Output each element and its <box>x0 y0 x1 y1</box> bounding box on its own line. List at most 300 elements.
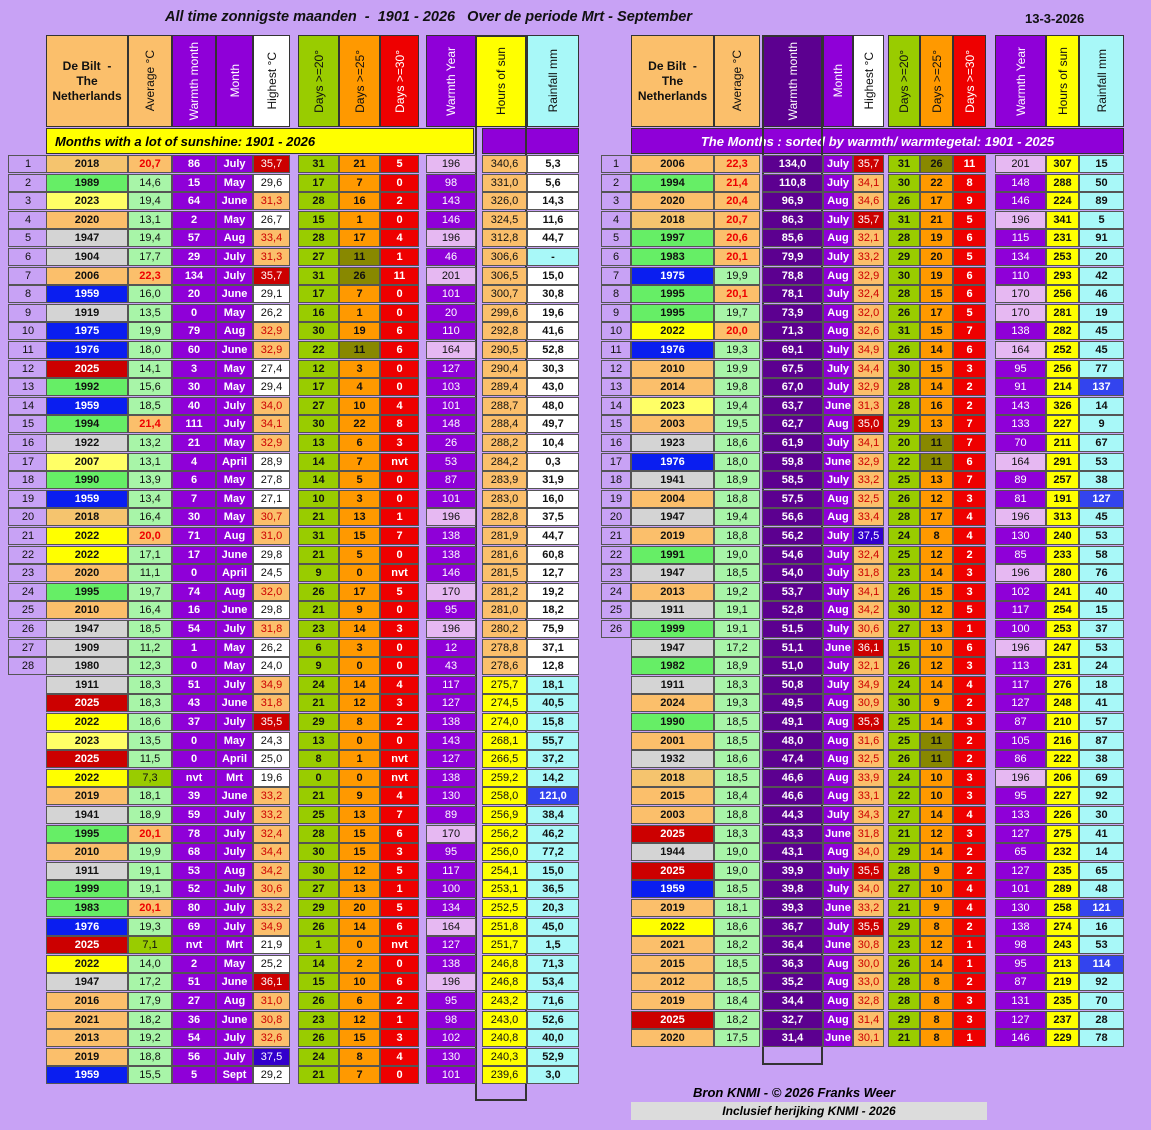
rain-cell: 92 <box>1079 973 1124 991</box>
warmth-year-cell: 143 <box>426 192 476 210</box>
sun-cell: 276 <box>1046 676 1079 694</box>
sun-cell: 235 <box>1046 992 1079 1010</box>
days20-cell: 17 <box>298 174 339 192</box>
days30-cell: 1 <box>380 880 419 898</box>
year-cell: 1990 <box>46 471 128 489</box>
days20-cell: 30 <box>298 415 339 433</box>
days20-cell: 29 <box>888 918 920 936</box>
days30-cell: 3 <box>953 992 986 1010</box>
right-header-cell <box>1079 35 1124 127</box>
month-cell: Aug <box>823 732 853 750</box>
month-cell: May <box>216 360 253 378</box>
highest-cell: 24,0 <box>253 657 290 675</box>
rain-cell: 18,2 <box>527 601 579 619</box>
sun-cell: 253 <box>1046 620 1079 638</box>
average-cell: 19,3 <box>714 341 760 359</box>
rank-cell: 15 <box>8 415 48 433</box>
rank-cell: 10 <box>601 322 631 340</box>
warmth-month-cell: 5 <box>172 1066 216 1084</box>
sun-cell: 307 <box>1046 155 1079 173</box>
days30-cell: 4 <box>953 527 986 545</box>
year-cell: 1999 <box>46 880 128 898</box>
month-cell: June <box>823 1029 853 1047</box>
days30-cell: 0 <box>380 174 419 192</box>
rank-cell: 2 <box>8 174 48 192</box>
rank-cell: 12 <box>601 360 631 378</box>
days30-cell: 0 <box>380 471 419 489</box>
sun-cell: 283,0 <box>482 490 527 508</box>
sun-cell: 280,2 <box>482 620 527 638</box>
days25-cell: 3 <box>339 360 380 378</box>
days30-cell: 7 <box>953 471 986 489</box>
warmth-year-cell: 20 <box>426 304 476 322</box>
sun-cell: 291 <box>1046 453 1079 471</box>
average-cell: 19,9 <box>714 360 760 378</box>
days20-cell: 28 <box>298 192 339 210</box>
days25-cell: 8 <box>920 1029 953 1047</box>
average-cell: 19,4 <box>714 397 760 415</box>
days20-cell: 14 <box>298 453 339 471</box>
days25-cell: 17 <box>920 304 953 322</box>
month-cell: April <box>216 750 253 768</box>
warmth-month-cell: 57 <box>172 229 216 247</box>
days20-cell: 12 <box>298 360 339 378</box>
rain-cell: 31,9 <box>527 471 579 489</box>
average-cell: 18,2 <box>714 936 760 954</box>
month-cell: June <box>216 973 253 991</box>
days25-cell: 9 <box>920 694 953 712</box>
rain-cell: 41 <box>1079 825 1124 843</box>
year-cell: 2018 <box>46 155 128 173</box>
warmth-month-cell: 80 <box>172 899 216 917</box>
warmth-year-cell: 130 <box>995 899 1046 917</box>
warmth-month-cell: 134 <box>172 267 216 285</box>
month-cell: June <box>216 601 253 619</box>
days30-cell: 6 <box>380 322 419 340</box>
year-cell: 1959 <box>46 397 128 415</box>
month-cell: July <box>823 918 853 936</box>
highest-cell: 32,4 <box>853 285 884 303</box>
warmth-month-cell: 3 <box>172 360 216 378</box>
month-cell: July <box>216 676 253 694</box>
average-cell: 20,7 <box>128 155 172 173</box>
days20-cell: 28 <box>888 862 920 880</box>
warmth-year-cell: 130 <box>426 787 476 805</box>
days30-cell: 5 <box>380 155 419 173</box>
sun-cell: 326,0 <box>482 192 527 210</box>
year-cell: 1995 <box>46 825 128 843</box>
warmth-year-cell: 95 <box>426 601 476 619</box>
month-cell: Aug <box>216 229 253 247</box>
days20-cell: 26 <box>298 583 339 601</box>
days25-cell: 12 <box>920 546 953 564</box>
right-header-label: Warmth month <box>785 41 800 121</box>
average-cell: 21,4 <box>714 174 760 192</box>
right-header-label: Hours of sun <box>1055 46 1070 116</box>
warmth-year-cell: 170 <box>995 304 1046 322</box>
highest-cell: 34,9 <box>853 341 884 359</box>
warmth-month-cell: nvt <box>172 769 216 787</box>
year-cell: 2025 <box>631 862 714 880</box>
highest-cell: 32,1 <box>853 229 884 247</box>
year-cell: 2018 <box>46 508 128 526</box>
highest-cell: 31,8 <box>853 564 884 582</box>
year-cell: 1959 <box>631 880 714 898</box>
days30-cell: 6 <box>953 453 986 471</box>
rank-cell: 3 <box>601 192 631 210</box>
days25-cell: 10 <box>339 973 380 991</box>
warmth-month-cell: 53,7 <box>762 583 823 601</box>
average-cell: 18,5 <box>128 620 172 638</box>
days20-cell: 6 <box>298 639 339 657</box>
average-cell: 17,2 <box>128 973 172 991</box>
warmth-year-cell: 148 <box>995 174 1046 192</box>
sun-cell: 231 <box>1046 657 1079 675</box>
average-cell: 19,5 <box>714 415 760 433</box>
days25-cell: 6 <box>339 434 380 452</box>
sun-cell: 216 <box>1046 732 1079 750</box>
year-cell: 1983 <box>46 899 128 917</box>
month-cell: July <box>823 527 853 545</box>
warmth-month-cell: 74 <box>172 583 216 601</box>
warmth-month-cell: 67,5 <box>762 360 823 378</box>
warmth-year-cell: 170 <box>426 825 476 843</box>
warmth-year-cell: 117 <box>426 676 476 694</box>
days25-cell: 14 <box>920 713 953 731</box>
rank-cell: 13 <box>601 378 631 396</box>
year-cell: 1941 <box>631 471 714 489</box>
sun-cell: 299,6 <box>482 304 527 322</box>
days25-cell: 20 <box>920 248 953 266</box>
warmth-year-cell: 138 <box>995 918 1046 936</box>
warmth-year-cell: 110 <box>426 322 476 340</box>
days30-cell: 3 <box>953 583 986 601</box>
days25-cell: 16 <box>920 397 953 415</box>
days25-cell: 11 <box>920 453 953 471</box>
days20-cell: 15 <box>888 639 920 657</box>
days25-cell: 15 <box>339 527 380 545</box>
warmth-month-cell: 27 <box>172 992 216 1010</box>
year-cell: 1922 <box>46 434 128 452</box>
days25-cell: 12 <box>920 657 953 675</box>
days20-cell: 26 <box>888 341 920 359</box>
days25-cell: 10 <box>920 880 953 898</box>
days20-cell: 21 <box>298 546 339 564</box>
days30-cell: 3 <box>953 1011 986 1029</box>
days25-cell: 9 <box>339 601 380 619</box>
warmth-year-cell: 95 <box>995 955 1046 973</box>
month-cell: Aug <box>823 192 853 210</box>
rain-cell: 45,0 <box>527 918 579 936</box>
month-cell: July <box>216 397 253 415</box>
left-section-title <box>46 128 474 154</box>
month-cell: May <box>216 304 253 322</box>
year-cell: 1975 <box>46 322 128 340</box>
warmth-year-cell: 138 <box>426 546 476 564</box>
sun-cell: 253,1 <box>482 880 527 898</box>
rank-cell: 17 <box>601 453 631 471</box>
warmth-year-cell: 138 <box>426 769 476 787</box>
year-cell: 2015 <box>631 955 714 973</box>
days20-cell: 31 <box>298 267 339 285</box>
rain-cell: 67 <box>1079 434 1124 452</box>
warmth-year-cell: 196 <box>426 973 476 991</box>
average-cell: 18,8 <box>714 806 760 824</box>
right-header-cell <box>714 35 760 127</box>
warmth-year-cell: 196 <box>995 508 1046 526</box>
month-cell: July <box>823 155 853 173</box>
warmth-year-cell: 26 <box>426 434 476 452</box>
highest-cell: 29,1 <box>253 285 290 303</box>
sun-cell: 266,5 <box>482 750 527 768</box>
days25-cell: 1 <box>339 211 380 229</box>
highest-cell: 33,4 <box>853 508 884 526</box>
warmth-month-cell: 37 <box>172 713 216 731</box>
warmth-year-cell: 85 <box>995 546 1046 564</box>
days30-cell: 6 <box>380 825 419 843</box>
warmth-year-cell: 89 <box>426 806 476 824</box>
sun-cell: 226 <box>1046 806 1079 824</box>
rain-cell: 44,7 <box>527 527 579 545</box>
days20-cell: 24 <box>298 1048 339 1066</box>
month-cell: April <box>216 453 253 471</box>
sun-cell: 256 <box>1046 285 1079 303</box>
rank-cell: 25 <box>601 601 631 619</box>
year-cell: 2020 <box>631 1029 714 1047</box>
year-cell: 2022 <box>46 713 128 731</box>
month-cell: July <box>823 285 853 303</box>
days25-cell: 14 <box>920 955 953 973</box>
rank-cell: 1 <box>8 155 48 173</box>
highest-cell: 32,6 <box>253 1029 290 1047</box>
sun-cell: 233 <box>1046 546 1079 564</box>
highest-cell: 26,2 <box>253 304 290 322</box>
warmth-year-cell: 170 <box>995 285 1046 303</box>
days25-cell: 14 <box>920 341 953 359</box>
highest-cell: 34,0 <box>253 397 290 415</box>
days20-cell: 25 <box>888 471 920 489</box>
month-cell: May <box>216 508 253 526</box>
warmth-year-cell: 133 <box>995 806 1046 824</box>
year-cell: 2025 <box>631 825 714 843</box>
year-cell: 2022 <box>46 769 128 787</box>
days30-cell: 2 <box>380 992 419 1010</box>
highest-cell: 34,9 <box>253 676 290 694</box>
sun-cell: 324,5 <box>482 211 527 229</box>
rain-cell: 15,8 <box>527 713 579 731</box>
days30-cell: 2 <box>953 918 986 936</box>
days25-cell: 12 <box>339 694 380 712</box>
sun-cell: 292,8 <box>482 322 527 340</box>
right-header-cell <box>888 35 920 127</box>
days30-cell: 7 <box>953 434 986 452</box>
average-cell: 13,9 <box>128 471 172 489</box>
footer-note: Inclusief herijking KNMI - 2026 <box>631 1102 987 1120</box>
average-cell: 19,0 <box>714 843 760 861</box>
average-cell: 18,3 <box>714 676 760 694</box>
days25-cell: 8 <box>920 992 953 1010</box>
average-cell: 14,1 <box>128 360 172 378</box>
days25-cell: 17 <box>339 583 380 601</box>
rank-cell: 9 <box>8 304 48 322</box>
highest-cell: 35,7 <box>253 267 290 285</box>
rank-cell: 17 <box>8 453 48 471</box>
year-cell: 2018 <box>631 769 714 787</box>
warmth-year-cell: 105 <box>995 732 1046 750</box>
days20-cell: 26 <box>888 750 920 768</box>
month-cell: July <box>823 471 853 489</box>
days20-cell: 0 <box>298 769 339 787</box>
days30-cell: 7 <box>380 806 419 824</box>
highest-cell: 33,0 <box>853 973 884 991</box>
days30-cell: 3 <box>953 564 986 582</box>
sun-cell: 340,6 <box>482 155 527 173</box>
warmth-year-cell: 164 <box>426 918 476 936</box>
left-header-label: De Bilt - The Netherlands <box>52 58 122 103</box>
days30-cell: 6 <box>380 973 419 991</box>
rank-cell: 10 <box>8 322 48 340</box>
month-cell: Aug <box>823 955 853 973</box>
days30-cell: 9 <box>953 192 986 210</box>
rain-cell: 19,6 <box>527 304 579 322</box>
highest-cell: 33,2 <box>253 806 290 824</box>
average-cell: 15,6 <box>128 378 172 396</box>
warmth-year-cell: 133 <box>995 415 1046 433</box>
days30-cell: 3 <box>380 843 419 861</box>
rank-cell: 16 <box>8 434 48 452</box>
sun-cell: 222 <box>1046 750 1079 768</box>
average-cell: 15,5 <box>128 1066 172 1084</box>
rain-cell: 20,3 <box>527 899 579 917</box>
year-cell: 2024 <box>631 694 714 712</box>
year-cell: 2019 <box>631 992 714 1010</box>
rain-cell: 42 <box>1079 267 1124 285</box>
highest-cell: 37,5 <box>253 1048 290 1066</box>
year-cell: 2022 <box>46 527 128 545</box>
sun-cell: 288 <box>1046 174 1079 192</box>
right-header-cell <box>920 35 953 127</box>
year-cell: 1947 <box>631 564 714 582</box>
days30-cell: 8 <box>380 415 419 433</box>
rain-cell: 14,2 <box>527 769 579 787</box>
days30-cell: nvt <box>380 750 419 768</box>
warmth-month-cell: 29 <box>172 248 216 266</box>
sun-cell: 282,8 <box>482 508 527 526</box>
warmth-year-cell: 117 <box>995 676 1046 694</box>
days30-cell: 4 <box>380 676 419 694</box>
year-cell: 2020 <box>631 192 714 210</box>
rank-cell: 11 <box>8 341 48 359</box>
average-cell: 19,1 <box>714 620 760 638</box>
highest-cell: 32,8 <box>853 992 884 1010</box>
warmth-month-cell: 52 <box>172 880 216 898</box>
warmth-month-cell: 39,9 <box>762 862 823 880</box>
days20-cell: 25 <box>888 713 920 731</box>
average-cell: 19,4 <box>128 192 172 210</box>
average-cell: 20,6 <box>714 229 760 247</box>
highest-cell: 34,1 <box>253 415 290 433</box>
days25-cell: 11 <box>920 732 953 750</box>
days30-cell: 3 <box>953 825 986 843</box>
year-cell: 1911 <box>46 676 128 694</box>
sun-cell: 280 <box>1046 564 1079 582</box>
rain-cell: 65 <box>1079 862 1124 880</box>
month-cell: Aug <box>216 322 253 340</box>
sun-cell: 224 <box>1046 192 1079 210</box>
month-cell: July <box>216 880 253 898</box>
warmth-month-cell: 36,7 <box>762 918 823 936</box>
sun-cell: 268,1 <box>482 732 527 750</box>
month-cell: July <box>216 918 253 936</box>
year-cell: 1999 <box>631 620 714 638</box>
days30-cell: 3 <box>953 769 986 787</box>
days25-cell: 14 <box>339 918 380 936</box>
rank-cell: 22 <box>8 546 48 564</box>
highest-cell: 33,4 <box>253 229 290 247</box>
warmth-year-cell: 110 <box>995 267 1046 285</box>
warmth-year-cell: 100 <box>426 880 476 898</box>
highest-cell: 29,8 <box>253 546 290 564</box>
year-cell: 1983 <box>631 248 714 266</box>
average-cell: 20,1 <box>714 285 760 303</box>
days30-cell: 0 <box>380 304 419 322</box>
days20-cell: 30 <box>298 322 339 340</box>
days25-cell: 12 <box>339 862 380 880</box>
warmth-year-cell: 65 <box>995 843 1046 861</box>
days20-cell: 9 <box>298 657 339 675</box>
days20-cell: 28 <box>888 973 920 991</box>
highest-cell: 30,8 <box>253 1011 290 1029</box>
left-header-cell <box>216 35 253 127</box>
days30-cell: 4 <box>380 787 419 805</box>
month-cell: July <box>823 341 853 359</box>
month-cell: July <box>216 415 253 433</box>
rain-cell: 71,6 <box>527 992 579 1010</box>
warmth-month-cell: 34,4 <box>762 992 823 1010</box>
month-cell: July <box>823 434 853 452</box>
warmth-month-cell: 79 <box>172 322 216 340</box>
month-cell: July <box>823 174 853 192</box>
sun-cell: 293 <box>1046 267 1079 285</box>
days20-cell: 30 <box>888 267 920 285</box>
year-cell: 1919 <box>46 304 128 322</box>
highest-cell: 21,9 <box>253 936 290 954</box>
days30-cell: 2 <box>953 546 986 564</box>
warmth-year-cell: 138 <box>426 713 476 731</box>
month-cell: May <box>216 490 253 508</box>
average-cell: 18,6 <box>714 434 760 452</box>
month-cell: July <box>823 360 853 378</box>
sun-cell: 300,7 <box>482 285 527 303</box>
warmth-year-cell: 196 <box>426 508 476 526</box>
month-cell: July <box>216 899 253 917</box>
days25-cell: 8 <box>339 713 380 731</box>
days25-cell: 15 <box>339 1029 380 1047</box>
highest-cell: 31,0 <box>253 992 290 1010</box>
days30-cell: 3 <box>380 434 419 452</box>
average-cell: 14,6 <box>128 174 172 192</box>
warmth-month-cell: 40 <box>172 397 216 415</box>
rain-cell: 58 <box>1079 546 1124 564</box>
rank-cell: 6 <box>8 248 48 266</box>
year-cell: 1989 <box>46 174 128 192</box>
rain-cell: 53 <box>1079 453 1124 471</box>
warmth-year-cell: 95 <box>995 787 1046 805</box>
rain-cell: 15 <box>1079 155 1124 173</box>
average-cell: 18,6 <box>128 713 172 731</box>
days20-cell: 22 <box>888 453 920 471</box>
days30-cell: 5 <box>380 862 419 880</box>
